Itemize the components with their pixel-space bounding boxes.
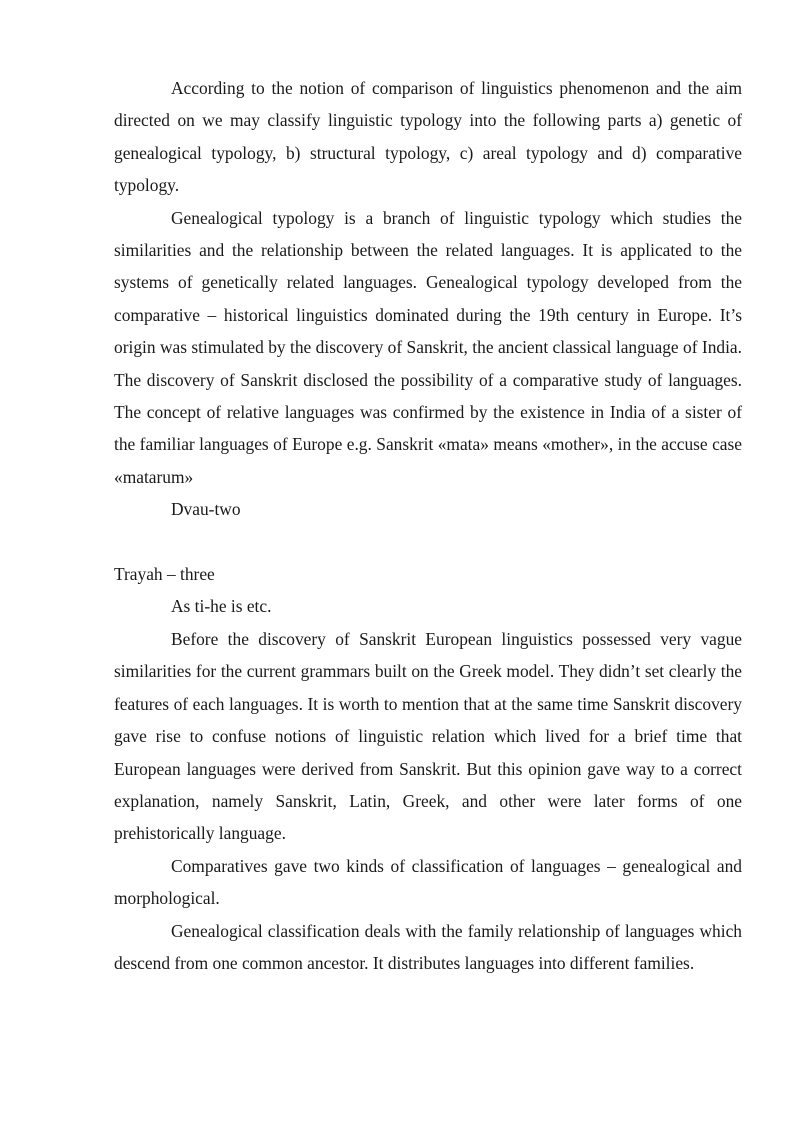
blank-line (114, 526, 742, 558)
paragraph-genealogical-classification: Genealogical classification deals with the family relationship of languages which descend from one common ancestor. It distributes languages into different families. (114, 920, 742, 973)
paragraph-as-ti-he: As ti-he is etc. (171, 596, 272, 617)
paragraph-comparatives: Comparatives gave two kinds of classification of languages – genealogical and morphological. (114, 855, 742, 909)
paragraph-typology-parts: According to the notion of comparison of linguistics phenomenon and the aim directed on we may classify linguistic typology into the following parts a) genetic of genealogical typology, b) structural typology, c) areal typology and d) comparative typology. (114, 78, 742, 196)
paragraph-before-discovery: Before the discovery of Sanskrit European linguistics possessed very vague similarities for the current grammars built on the Greek model. They didn’t set clearly the features of each languages. It is worth to mention that at the same time Sanskrit discovery gave rise to confuse notions of linguistic relation which lived for a brief time that European languages were derived from Sanskrit. But this opinion gave way to a correct explanation, namely Sanskrit, Latin, Greek, and other were later forms of one prehistorically language. (114, 628, 742, 844)
paragraph-genealogical-typology: Genealogical typology is a branch of linguistic typology which studies the similarities and the relationship between the related languages. It is applicated to the systems of genetically related languages. Genealogical typology developed from the comparative – historical linguistics dominated during the 19th century in Europe. It’s origin was stimulated by the discovery of Sanskrit, the ancient classical language of India. The discovery of Sanskrit disclosed the possibility of a comparative study of languages. The concept of relative languages was confirmed by the existence in India of a sister of the familiar languages of Europe e.g. Sanskrit «mata» means «mother», in the accuse case «matarum» (114, 207, 742, 487)
document-body (114, 72, 742, 979)
paragraph-dvau-two: Dvau-two (171, 499, 241, 520)
paragraph-trayah-three: Trayah – three (114, 564, 215, 585)
